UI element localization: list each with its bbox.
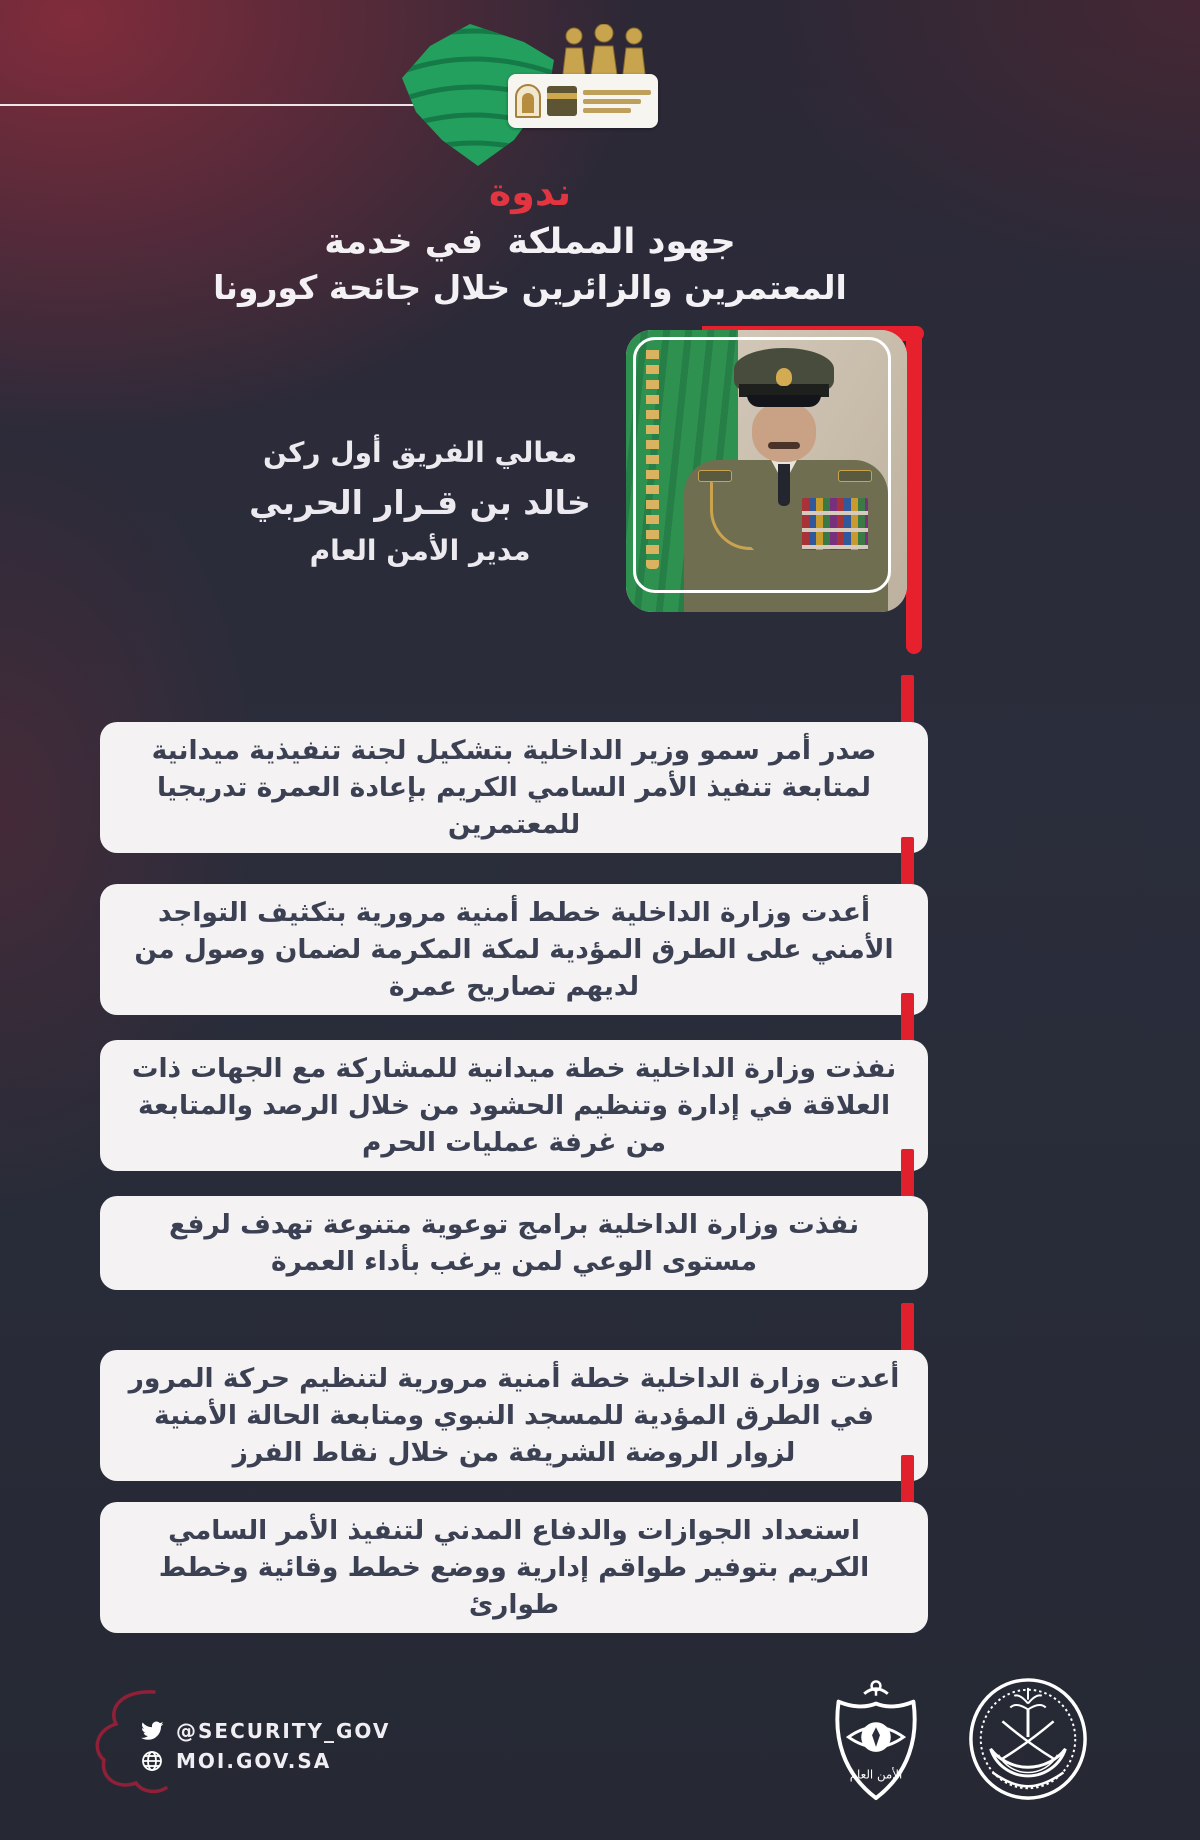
officer-text-block bbox=[222, 436, 618, 567]
point-text: صدر أمر سمو وزير الداخلية بتشكيل لجنة تنفيذية ميدانية لمتابعة تنفيذ الأمر السامي الكريم بإعادة العمرة تدريجيا للمعتمرين bbox=[100, 722, 928, 853]
officer-mustache bbox=[768, 442, 800, 449]
service-ribbons bbox=[802, 498, 868, 550]
point-item bbox=[100, 1350, 928, 1481]
officer-face bbox=[752, 402, 816, 462]
point-item bbox=[100, 722, 928, 853]
point-text: أعدت وزارة الداخلية خطة أمنية مرورية لتنظيم حركة المرور في الطرق المؤدية للمسجد النبوي ومتابعة الحالة الأمنية لزوار الروضة الشريفة من خلال نقاط الفرز bbox=[100, 1350, 928, 1481]
twitter-icon bbox=[140, 1719, 164, 1743]
point-item bbox=[100, 1040, 928, 1171]
point-text: نفذت وزارة الداخلية برامج توعوية متنوعة تهدف لرفع مستوى الوعي لمن يرغب بأداء العمرة bbox=[100, 1196, 928, 1290]
officer-job-title: مدير الأمن العام bbox=[309, 534, 531, 567]
mosque-arch-icon bbox=[515, 84, 541, 118]
epaulette-right bbox=[838, 470, 872, 482]
point-text: أعدت وزارة الداخلية خطط أمنية مرورية بتكثيف التواجد الأمني على الطرق المؤدية لمكة المكرمة لضمان وصول من لديهم تصاريح عمرة bbox=[100, 884, 928, 1015]
point-item bbox=[100, 1502, 928, 1633]
photo-red-accent-right bbox=[906, 326, 922, 654]
website-url: MOI.GOV.SA bbox=[176, 1749, 332, 1773]
seminar-label: ندوة bbox=[488, 170, 572, 214]
public-security-label: الأمن العام bbox=[849, 1767, 903, 1782]
officer-tie bbox=[778, 464, 790, 506]
officer-cap-badge-icon bbox=[776, 368, 792, 386]
point-item bbox=[100, 1196, 928, 1290]
website-row bbox=[140, 1746, 390, 1776]
officer-photo bbox=[626, 330, 907, 612]
kaaba-icon bbox=[547, 86, 577, 116]
social-block bbox=[140, 1716, 390, 1776]
ministry-banner bbox=[508, 74, 658, 128]
point-text: نفذت وزارة الداخلية خطة ميدانية للمشاركة مع الجهات ذات العلاقة في إدارة وتنظيم الحشود من خلال الرصد والمتابعة من غرفة عمليات الحرم bbox=[100, 1040, 928, 1171]
officer-cap-visor bbox=[747, 395, 821, 407]
twitter-handle: @SECURITY_GOV bbox=[176, 1719, 391, 1743]
public-security-shield-logo bbox=[806, 1678, 946, 1806]
point-item bbox=[100, 884, 928, 1015]
flag-gold-emblem bbox=[646, 344, 659, 569]
officer-name: خالد بن قـرار الحربي bbox=[249, 483, 591, 522]
poster-title-line2: المعتمرين والزائرين خلال جائحة كورونا bbox=[213, 268, 847, 307]
point-text: استعداد الجوازات والدفاع المدني لتنفيذ الأمر السامي الكريم بتوفير طواقم إدارية ووضع خطط وقائية وخطط طوارئ bbox=[100, 1502, 928, 1633]
ministry-banner-calligraphy bbox=[583, 90, 651, 113]
twitter-row bbox=[140, 1716, 390, 1746]
officer-rank-prefix: معالي الفريق أول ركن bbox=[262, 436, 578, 469]
globe-icon bbox=[140, 1749, 164, 1773]
moi-emblem-logo bbox=[956, 1676, 1100, 1804]
epaulette-left bbox=[698, 470, 732, 482]
title-block bbox=[150, 170, 910, 307]
poster-title-line1: جهود المملكة في خدمة bbox=[324, 222, 736, 262]
